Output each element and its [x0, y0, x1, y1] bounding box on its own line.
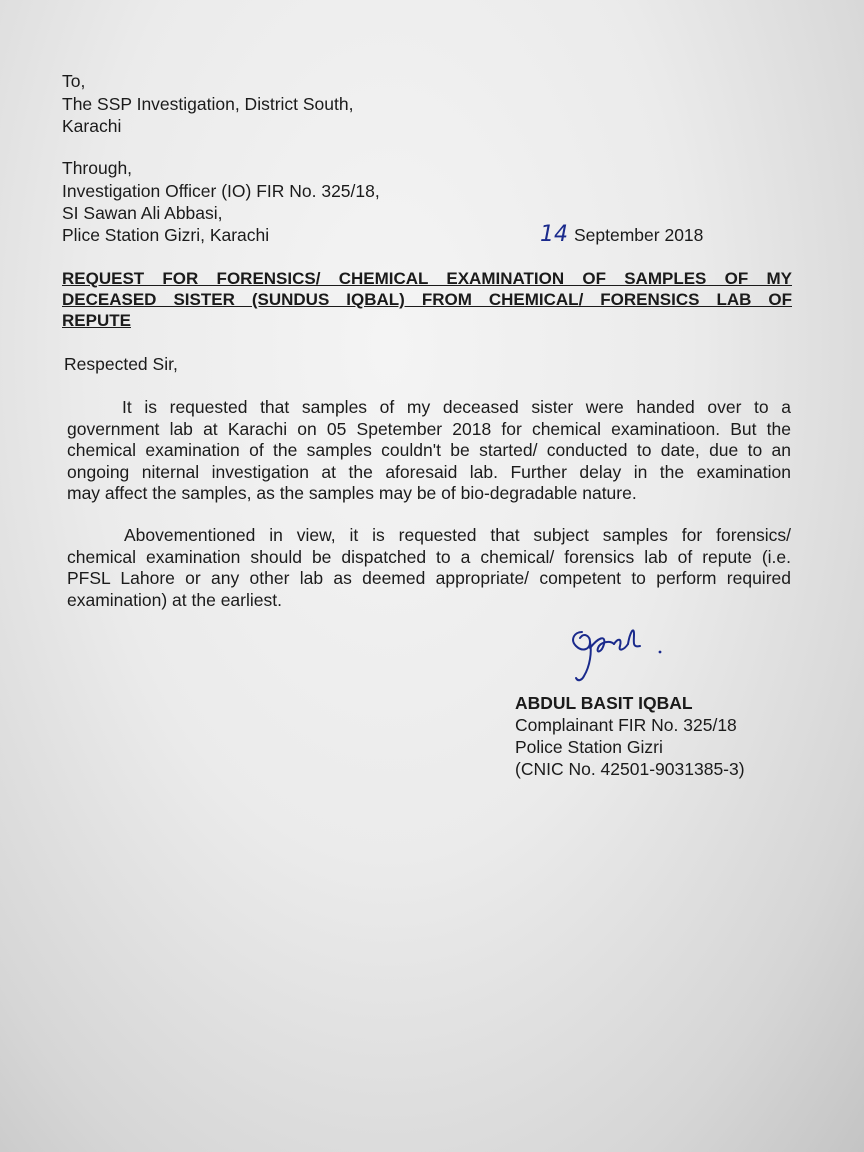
- address-io-line: Investigation Officer (IO) FIR No. 325/18,: [62, 181, 380, 201]
- handwritten-signature: [560, 618, 680, 690]
- paragraph-line: examination) at the earliest.: [67, 589, 282, 610]
- date-month-year: September 2018: [574, 225, 704, 245]
- paragraph-line: Abovementioned in view, it is requested that subject samples for forensics/: [124, 525, 791, 545]
- signatory-station: Police Station Gizri: [515, 737, 663, 757]
- subject-line: REQUEST FOR FORENSICS/ CHEMICAL EXAMINATION OF SAMPLES OF MY: [62, 269, 792, 288]
- paragraph-line: ongoing niternal investigation at the aforesaid lab. Further delay in the examination: [67, 461, 791, 482]
- subject-heading: [62, 268, 792, 331]
- address-station: Plice Station Gizri, Karachi: [62, 225, 270, 245]
- paragraph-line: chemical examination of the samples couldn't be started/ conducted to date, due to an: [67, 440, 791, 460]
- paragraph-request: [67, 397, 791, 505]
- paragraph-line: government lab at Karachi on 05 Spetember 2018 for chemical examinatioon. But the: [67, 418, 791, 439]
- paragraph-dispatch: [67, 525, 791, 611]
- signatory-cnic: (CNIC No. 42501-9031385-3): [515, 759, 745, 779]
- address-through: Through,: [62, 158, 133, 178]
- subject-line: DECEASED SISTER (SUNDUS IQBAL) FROM CHEMICAL/ FORENSICS LAB OF: [62, 290, 792, 309]
- address-officer: SI Sawan Ali Abbasi,: [62, 203, 223, 223]
- subject-line: REPUTE: [62, 311, 131, 330]
- signature-block: [515, 692, 745, 780]
- signatory-name: ABDUL BASIT IQBAL: [515, 693, 693, 713]
- date-day-handwritten: 14: [540, 222, 568, 247]
- paragraph-line: may affect the samples, as the samples may be of bio-degradable nature.: [67, 483, 637, 503]
- address-recipient: The SSP Investigation, District South,: [62, 94, 354, 114]
- paragraph-line: It is requested that samples of my deceased sister were handed over to a: [122, 397, 791, 417]
- address-to: To,: [62, 71, 86, 91]
- signatory-role: Complainant FIR No. 325/18: [515, 715, 737, 735]
- salutation: Respected Sir,: [64, 354, 178, 374]
- paragraph-line: chemical examination should be dispatched to a chemical/ forensics lab of repute (i.e.: [67, 546, 791, 567]
- letter-date: [540, 224, 703, 246]
- address-city: Karachi: [62, 116, 122, 136]
- paragraph-line: PFSL Lahore or any other lab as deemed appropriate/ competent to perform required: [67, 568, 791, 588]
